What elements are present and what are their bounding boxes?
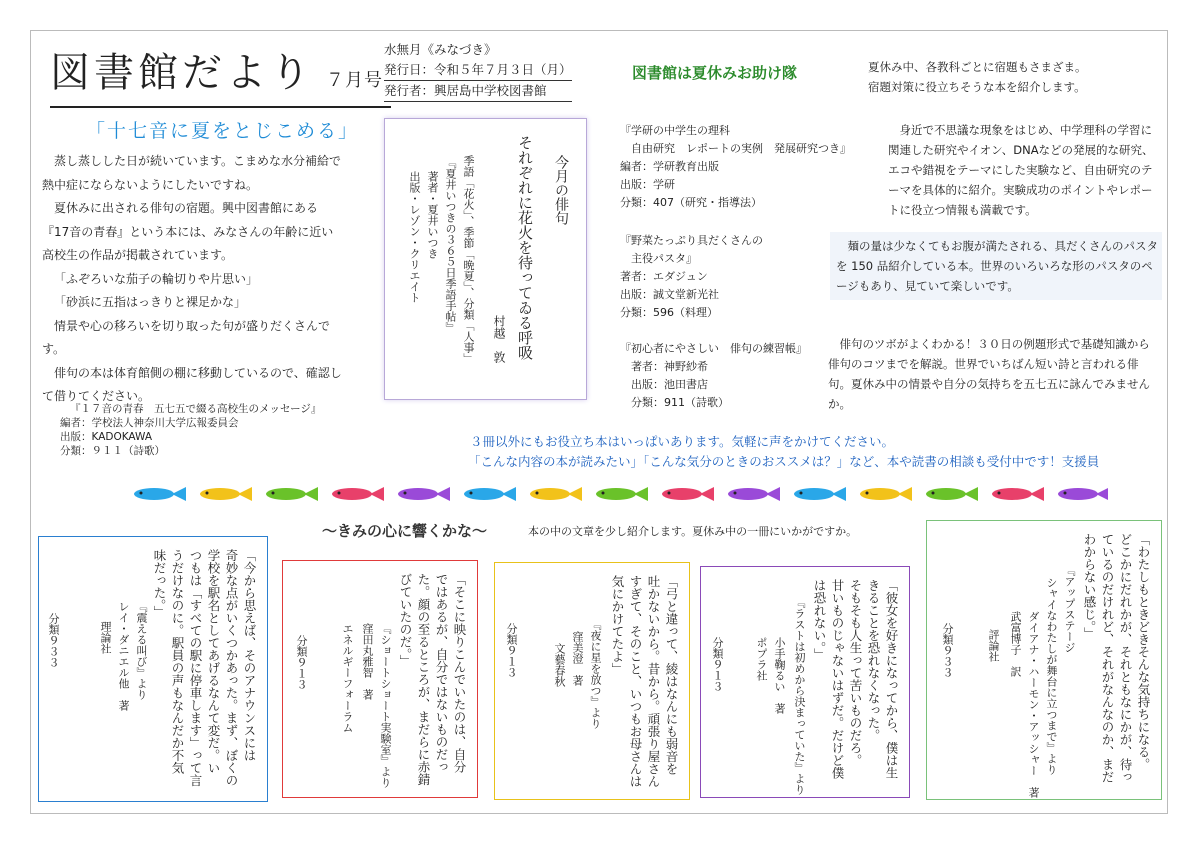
quote-card xyxy=(282,560,478,798)
quote-publisher: ポプラ社 xyxy=(755,637,768,681)
fish-icon xyxy=(200,487,252,501)
book-line: 著者：神野紗希 xyxy=(620,360,708,373)
quote-line: そもそも人生って苦いものだろ。 xyxy=(848,579,863,767)
fish-icon xyxy=(926,487,978,501)
season-name: 水無月《みなづき》 xyxy=(384,42,497,57)
fish-icon xyxy=(596,487,648,501)
issue-publisher: 発行者：興居島中学校図書館 xyxy=(384,81,572,102)
quote-card xyxy=(926,520,1162,800)
quote-card xyxy=(38,536,268,802)
quote-line: ではあるが、自分ではないものだっ xyxy=(434,573,449,773)
quotes-title: ～きみの心に響くかな～ xyxy=(322,522,488,540)
haiku-book-ref xyxy=(60,402,321,458)
paragraph: 俳句の本は体育館側の棚に移動しているので、確認して借りてください。 xyxy=(42,365,342,403)
quote-book: 『震える叫び』より xyxy=(135,601,148,700)
monthly-haiku-book-author: 著者・夏井いつき xyxy=(426,171,439,259)
book-info xyxy=(620,122,851,212)
quotes-subtitle: 本の中の文章を少し紹介します。夏休み中の一冊にいかがですか。 xyxy=(528,525,858,538)
fish-icon xyxy=(464,487,516,501)
issue-month: ７月号 xyxy=(326,70,383,91)
book-description: 身近で不思議な現象をはじめ、中学理科の学習に関連した研究やイオン、DNAなどの発展的な研究、エコや錯視をテーマにした実験など、自由研究のテーマを具体的に紹介。実験成功のポイントやレポートに役立つ情報も満載です。 xyxy=(888,123,1154,217)
monthly-haiku-book: 『夏井いつきの３６５日季語手帖』 xyxy=(444,157,457,333)
paragraph: 「ふぞろいな茄子の輪切りや片思い」 xyxy=(54,271,259,286)
quote-translator: 武富博子 訳 xyxy=(1009,611,1022,677)
haiku-article-body xyxy=(42,150,342,409)
quote-line: 「わたしもときどきそんな気持ちになる。 xyxy=(1136,533,1151,771)
quote-class: 分類９３３ xyxy=(941,623,954,678)
book-line: 分類：596（料理） xyxy=(620,306,718,319)
helper-intro-line: 夏休み中、各教科ごとに宿題もさまざま。 xyxy=(868,60,1087,74)
fish-icon xyxy=(530,487,582,501)
quote-line: きることを恐れなくなった。 xyxy=(866,579,881,742)
book-line: 『初心者にやさしい 俳句の練習帳』 xyxy=(620,342,807,355)
quote-line: は恐れない。」 xyxy=(812,579,827,661)
quote-book: シャイなわたしが舞台に立つまで』より xyxy=(1045,577,1058,775)
book-line: 分類：911（詩歌） xyxy=(620,396,729,409)
quote-line: 奇妙な点がいくつかあった。まず、ぼくの xyxy=(224,549,239,787)
book-line: 出版：誠文堂新光社 xyxy=(620,288,719,301)
ref-title: 『１７音の青春 五七五で綴る高校生のメッセージ』 xyxy=(70,403,322,415)
quote-line: 「弓と違って、綾はなんにも弱音を xyxy=(664,575,679,775)
quote-line: どこかにだれかが、それともなにかが、待っ xyxy=(1118,533,1133,783)
quote-author: 窪美澄 著 xyxy=(571,631,584,686)
newsletter-title: 図書館だより ７月号 xyxy=(50,48,391,108)
paragraph: 蒸し蒸しした日が続いています。こまめな水分補給で熱中症にならないようにしたいですね。 xyxy=(42,154,342,192)
ref-publisher: 出版：KADOKAWA xyxy=(60,431,153,443)
quote-line: 吐かないから。昔から。頑張り屋さん xyxy=(646,575,661,788)
book-line: 自由研究 レポートの実例 発展研究つき』 xyxy=(620,142,851,155)
quote-publisher: 文藝春秋 xyxy=(553,643,566,687)
quote-line: 「今から思えば、そのアナウンスには xyxy=(242,549,257,762)
quote-card xyxy=(494,562,690,800)
quote-publisher: 評論社 xyxy=(987,629,1000,662)
helper-intro xyxy=(868,57,1087,97)
book-line: 出版：池田書店 xyxy=(620,378,708,391)
book-line: 分類：407（研究・指導法） xyxy=(620,196,762,209)
helper-heading: 図書館は夏休みお助け隊 xyxy=(632,64,798,82)
fish-icon xyxy=(992,487,1044,501)
book-info xyxy=(620,340,807,412)
fish-icon xyxy=(1058,487,1108,501)
quote-line: 「そこに映りこんでいたのは、自分 xyxy=(452,573,467,773)
ref-editor: 編者：学校法人神奈川大学広報委員会 xyxy=(60,417,239,429)
monthly-haiku-poem: それぞれに花火を待ってゐる呼吸 xyxy=(516,135,534,360)
monthly-haiku-heading: 今月の俳句 xyxy=(553,155,569,225)
monthly-haiku-book-pub: 出版・レゾン・クリエイト xyxy=(408,171,421,303)
quote-line: た。顔の至るところが、まだらに赤錆 xyxy=(416,573,431,786)
paragraph: 情景や心の移ろいを切り取った句が盛りだくさんです。 xyxy=(42,318,331,356)
paragraph: 夏休みに出される俳句の宿題。興中図書館にある『17音の青春』という本には、みなさんの年齢に近い高校生の作品が掲載されています。 xyxy=(42,201,334,262)
fish-icon xyxy=(266,487,318,501)
book-line: 著者：エダジュン xyxy=(620,270,708,283)
haiku-article-title: 「十七音に夏をとじこめる」 xyxy=(86,120,360,142)
monthly-haiku-box xyxy=(384,118,587,400)
quote-line: 味だった。」 xyxy=(152,549,167,618)
ref-class: 分類：９１１（詩歌） xyxy=(60,445,165,457)
quote-line: つもは「すべての駅に停車します」って言 xyxy=(188,549,203,787)
quote-class: 分類９３３ xyxy=(47,613,60,668)
quote-publisher: 理論社 xyxy=(99,621,112,654)
fish-icon xyxy=(728,487,780,501)
notice-line: ３冊以外にもお役立ち本はいっぱいあります。気軽に声をかけてください。 xyxy=(470,434,895,449)
helper-intro-line: 宿題対策に役立ちそうな本を紹介します。 xyxy=(868,80,1086,94)
book-line: 『野菜たっぷり具だくさんの xyxy=(620,234,763,247)
quote-line: 「彼女を好きになってから、僕は生 xyxy=(884,579,899,779)
quote-line: びていたのだ。」 xyxy=(398,573,413,667)
book-description: 麺の量は少なくてもお腹が満たされる、具だくさんのパスタを 150 品紹介している本。世界のいろいろな形のパスタのページもあり、見ていて楽しいです。 xyxy=(830,232,1162,300)
book-description: 俳句のツボがよくわかる！３０日の例題形式で基礎知識から俳句のコツまでを解説。世界でいちばん短い詩と言われる俳句。夏休み中の情景や自分の気持ちを五七五に詠んでみませんか。 xyxy=(828,337,1150,411)
quote-line: わからない感じ。」 xyxy=(1082,533,1097,640)
issue-meta xyxy=(384,40,572,102)
quote-book: 『夜に星を放つ』より xyxy=(589,619,602,729)
fish-icon xyxy=(134,487,186,501)
paragraph: 「砂浜に五指はっきりと裸足かな」 xyxy=(54,295,247,309)
book-line: 『学研の中学生の理科 xyxy=(620,124,730,137)
quote-line: うだけなのに。駅員の声もなんだか不気 xyxy=(170,549,185,774)
quote-line: 甘いものじゃないはずだ。だけど僕 xyxy=(830,579,845,779)
monthly-haiku-note: 季語「花火」、季節「晩夏」、分類「人事」 xyxy=(462,155,475,364)
quote-author: 窪田丸雅智 著 xyxy=(361,623,374,700)
quote-line: 気にかけてたよ」 xyxy=(610,575,625,675)
consult-notice xyxy=(470,432,1099,472)
quote-book: 『ショートショート実験室』より xyxy=(379,623,392,788)
quote-author: ダイアナ・ハーモン・アッシャー 著 xyxy=(1027,611,1040,798)
fish-decoration-row xyxy=(128,484,1108,504)
monthly-haiku-author: 村越 敦 xyxy=(492,315,506,363)
quote-class: 分類９１３ xyxy=(295,635,308,690)
quote-author: レイ・ダニエル他 著 xyxy=(117,601,130,711)
quote-line: ているのだけれど、それがなんなのか、まだ xyxy=(1100,533,1115,783)
quote-book: 『ラストは初めから決まっていた』より xyxy=(793,597,806,795)
fish-icon xyxy=(794,487,846,501)
fish-icon xyxy=(332,487,384,501)
fish-icon xyxy=(860,487,912,501)
quote-line: すぎて、そのこと、いつもお母さんは xyxy=(628,575,643,788)
book-line: 出版：学研 xyxy=(620,178,675,191)
quote-line: 学校を駅名としてあげるなんて変だ。い xyxy=(206,549,221,774)
issue-date: 発行日：令和５年７月３日（月） xyxy=(384,60,572,81)
quote-class: 分類９１３ xyxy=(505,623,518,678)
fish-icon xyxy=(662,487,714,501)
fish-icon xyxy=(398,487,450,501)
book-line: 編者：学研教育出版 xyxy=(620,160,719,173)
quote-book: 『アップステージ xyxy=(1063,565,1076,653)
quote-publisher: エネルギーフォーラム xyxy=(341,623,354,733)
book-line: 主役パスタ』 xyxy=(620,252,697,265)
quote-author: 小手鞠るい 著 xyxy=(773,637,786,714)
book-info xyxy=(620,232,763,322)
notice-line: 「こんな内容の本が読みたい」「こんな気分のときのおススメは？」など、本や読書の相談も受付中です！支援員 xyxy=(468,454,1100,469)
quote-card xyxy=(700,566,910,798)
quote-class: 分類９１３ xyxy=(711,637,724,692)
